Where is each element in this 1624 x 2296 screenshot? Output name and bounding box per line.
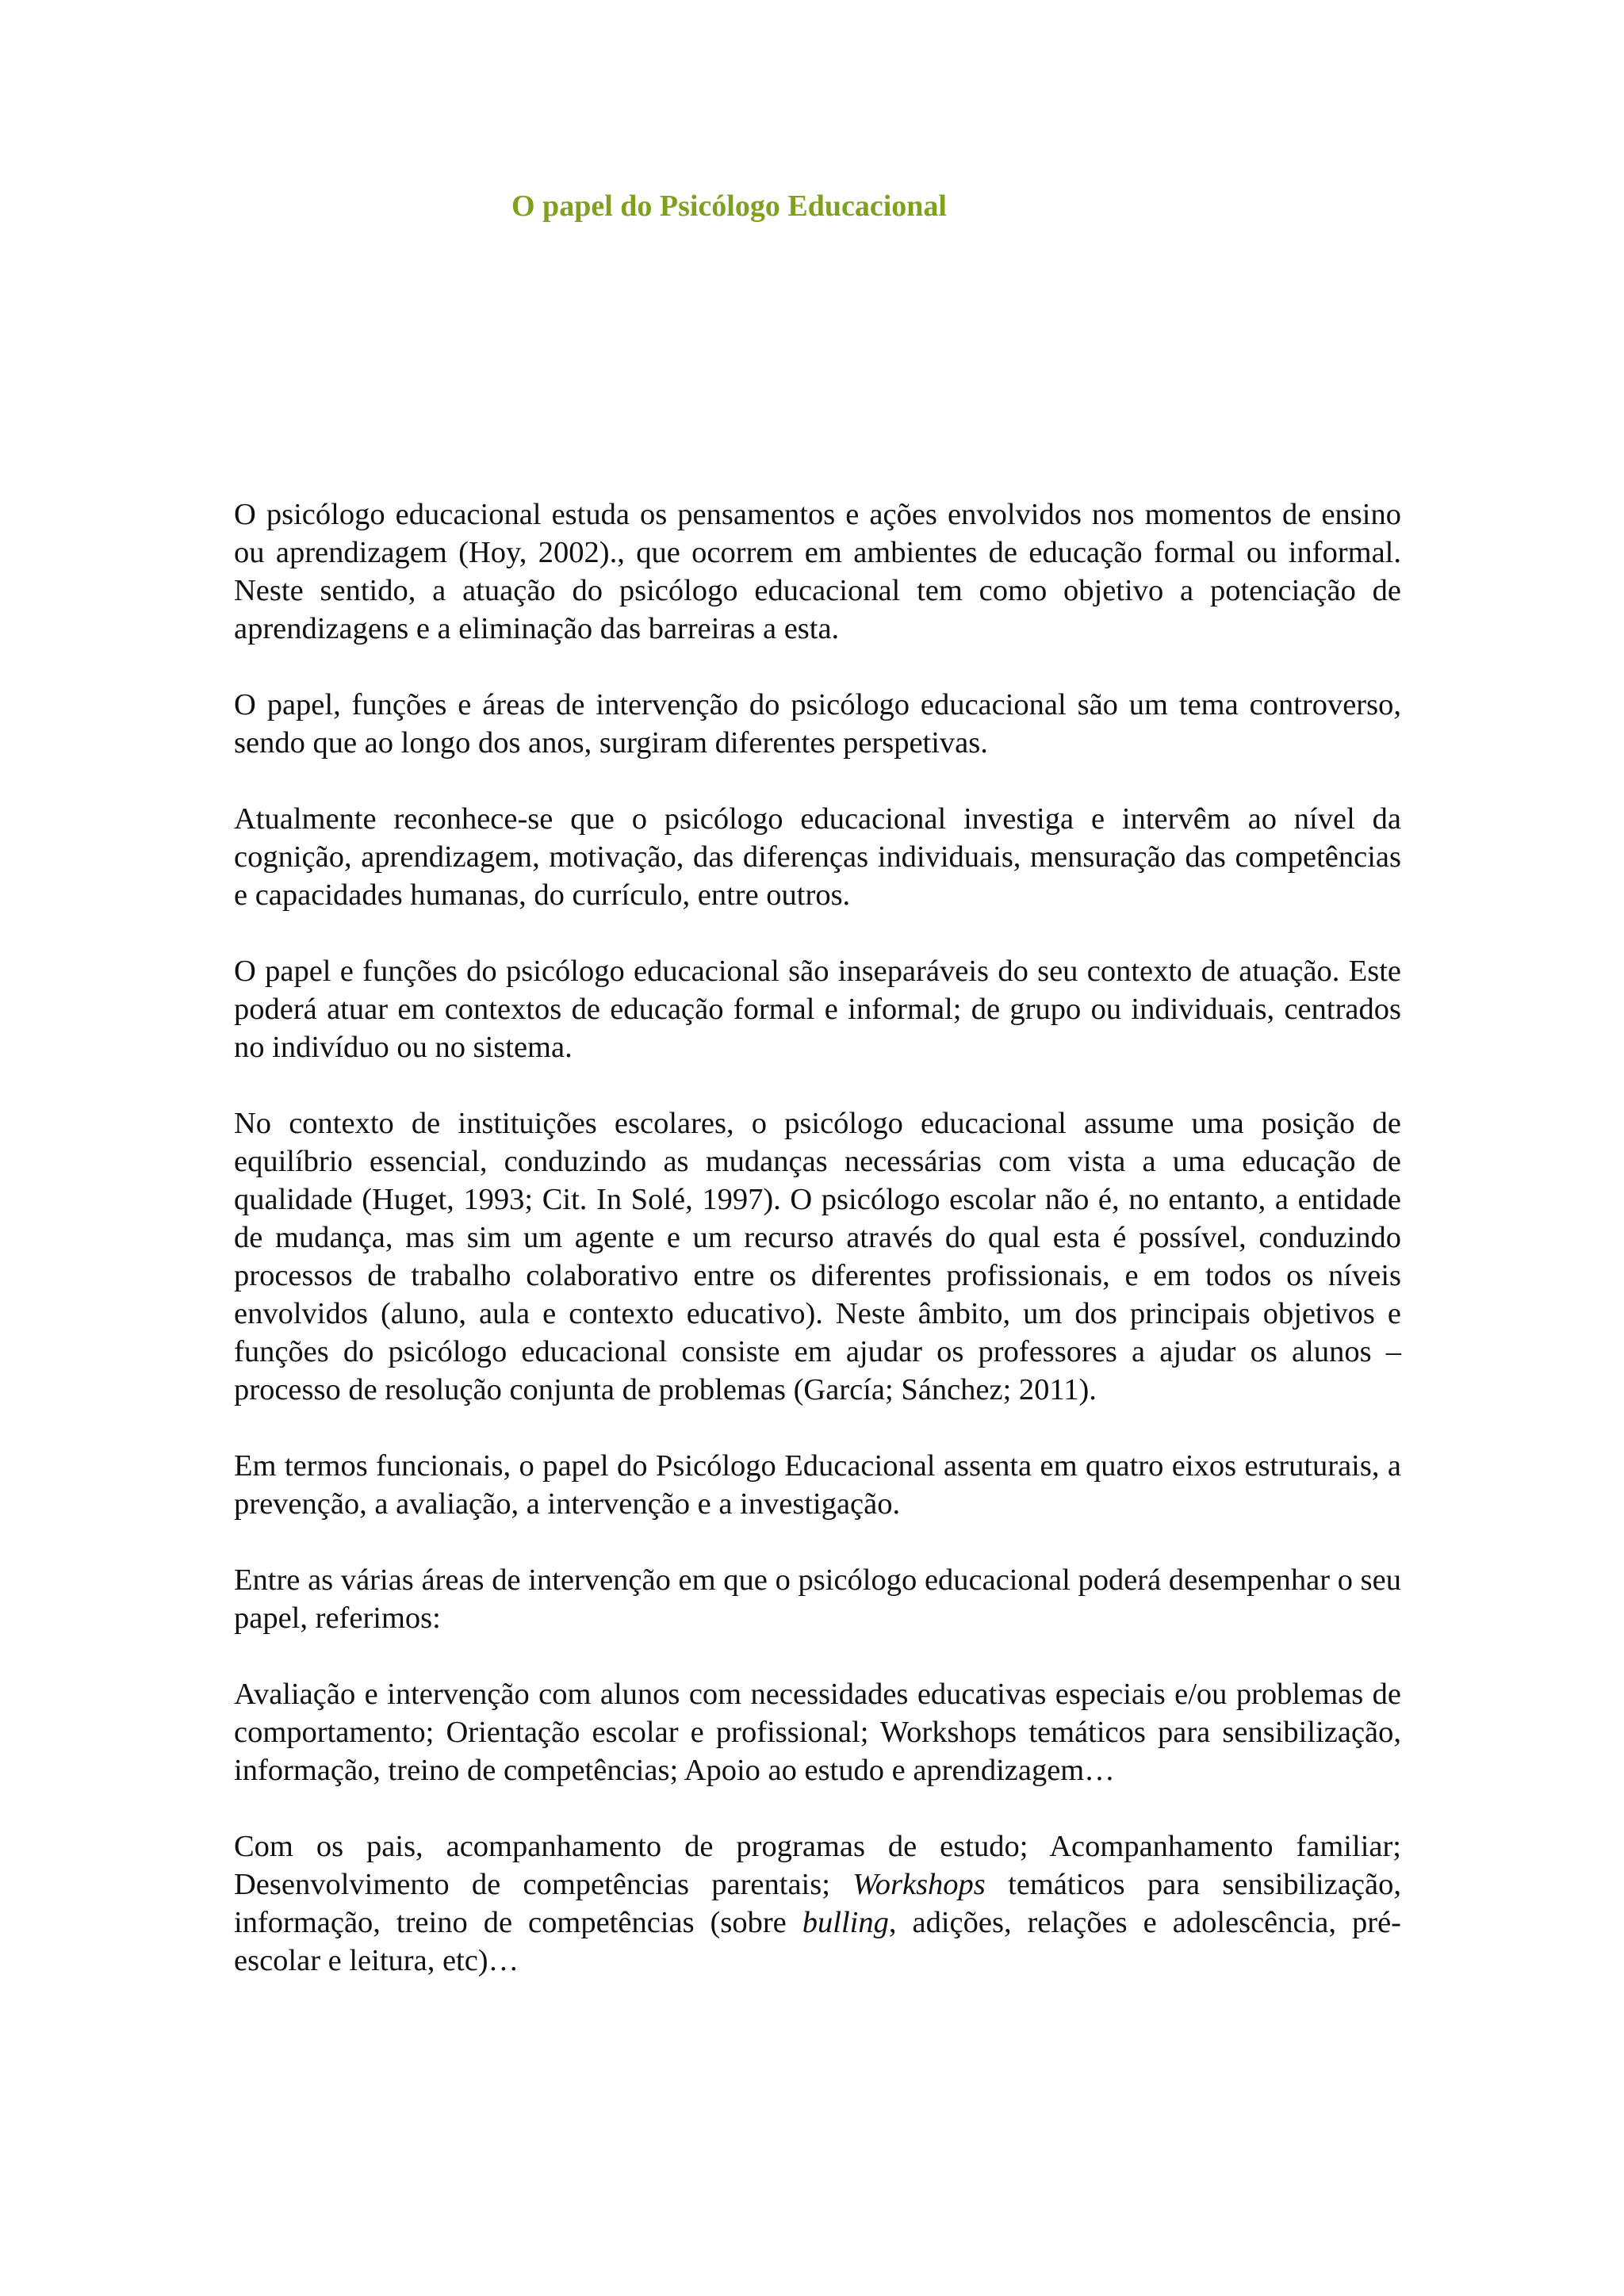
document-title: O papel do Psicólogo Educacional	[511, 189, 947, 223]
paragraph-9-part-3: , adições, relações e adolescência, pré-escolar e leitura, etc)…	[234, 1906, 1401, 1977]
paragraph-9-part-2: temáticos para sensibilização, informação, treino de competências (sobre	[234, 1868, 1401, 1939]
paragraph-1: O psicólogo educacional estuda os pensamentos e ações envolvidos nos momentos de ensino ou aprendizagem (Hoy, 2002)., que ocorrem em ambientes de educação formal ou informal. Neste sentido, a atuação do psicólogo educacional tem como objetivo a potenciação de aprendizagens e a eliminação das barreiras a esta.	[234, 498, 1401, 645]
paragraph-9-part-1: Com os pais, acompanhamento de programas de estudo; Acompanhamento familiar; Desenvolvimento de competências parentais;	[234, 1830, 1401, 1901]
paragraph-9-italic-workshops: Workshops	[852, 1868, 986, 1901]
paragraph-7: Entre as várias áreas de intervenção em que o psicólogo educacional poderá desempenhar o seu papel, referimos:	[234, 1563, 1401, 1635]
paragraph-9	[234, 1827, 1401, 1980]
paragraph-8: Avaliação e intervenção com alunos com necessidades educativas especiais e/ou problemas de comportamento; Orientação escolar e profissional; Workshops temáticos para sensibilização, informação, treino de competências; Apoio ao estudo e aprendizagem…	[234, 1678, 1401, 1787]
paragraph-4: O papel e funções do psicólogo educacional são inseparáveis do seu contexto de atuação. Este poderá atuar em contextos de educação formal e informal; de grupo ou individuais, centrados no indivíduo ou no sistema.	[234, 955, 1401, 1064]
document-body	[234, 496, 1401, 2018]
paragraph-3: Atualmente reconhece-se que o psicólogo educacional investiga e intervêm ao nível da cognição, aprendizagem, motivação, das diferenças individuais, mensuração das competências e capacidades humanas, do currículo, entre outros.	[234, 802, 1401, 912]
paragraph-2: O papel, funções e áreas de intervenção do psicólogo educacional são um tema controverso, sendo que ao longo dos anos, surgiram diferentes perspetivas.	[234, 688, 1401, 760]
paragraph-6: Em termos funcionais, o papel do Psicólogo Educacional assenta em quatro eixos estruturais, a prevenção, a avaliação, a intervenção e a investigação.	[234, 1449, 1401, 1521]
paragraph-9-italic-bulling: bulling	[802, 1906, 889, 1939]
paragraph-5: No contexto de instituições escolares, o psicólogo educacional assume uma posição de equilíbrio essencial, conduzindo as mudanças necessárias com vista a uma educação de qualidade (Huget, 1993; Cit. In Solé, 1997). O psicólogo escolar não é, no entanto, a entidade de mudança, mas sim um agente e um recurso através do qual esta é possível, conduzindo processos de trabalho colaborativo entre os diferentes profissionais, e em todos os níveis envolvidos (aluno, aula e contexto educativo). Neste âmbito, um dos principais objetivos e funções do psicólogo educacional consiste em ajudar os professores a ajudar os alunos – processo de resolução conjunta de problemas (García; Sánchez; 2011).	[234, 1107, 1401, 1406]
